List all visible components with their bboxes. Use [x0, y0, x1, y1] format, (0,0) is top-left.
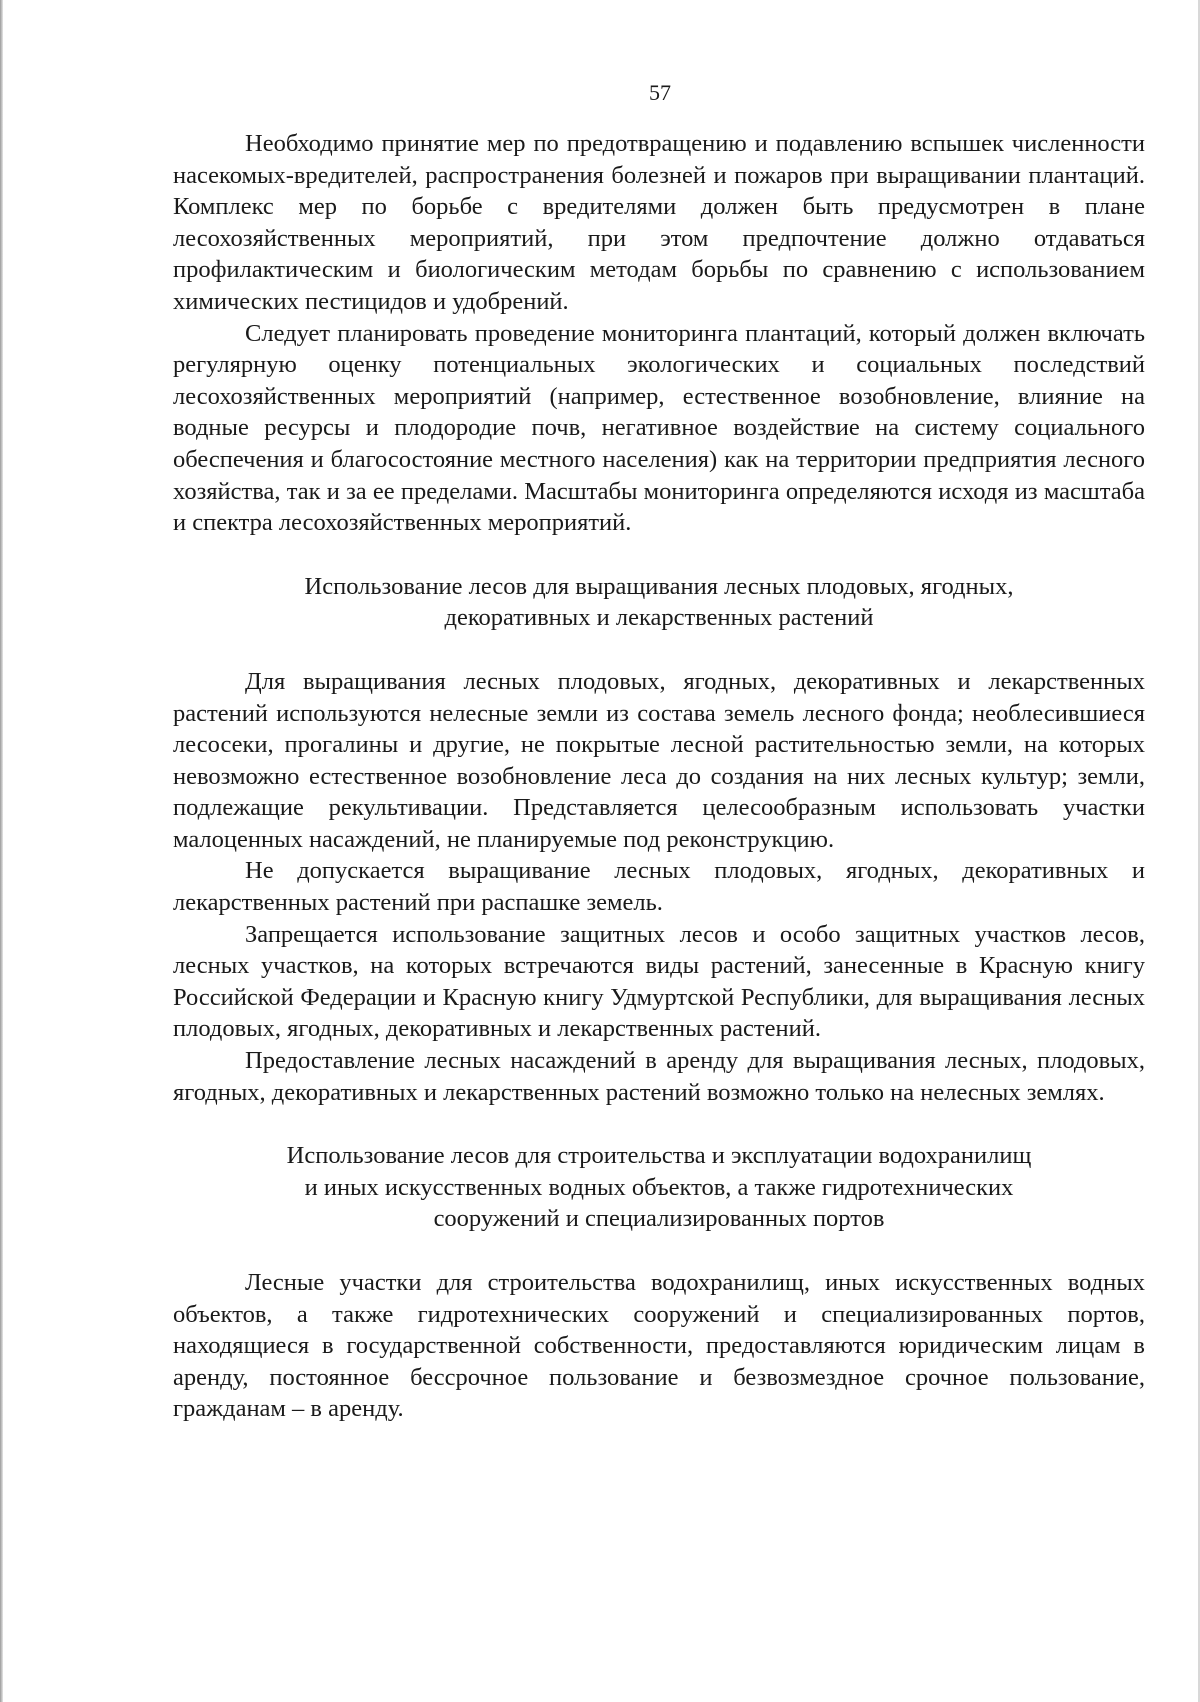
- paragraph-reservoir-plots: Лесные участки для строительства водохранилищ, иных искусственных водных объектов, а также гидротехнических сооружений и специализированных портов, находящиеся в государственной собственности, предоставляются юридическим лицам в аренду, постоянное бессрочное пользование и безвозмездное срочное пользование, гражданам – в аренду.: [173, 1269, 1145, 1423]
- paragraph-pest-control: Необходимо принятие мер по предотвращению и подавлению вспышек численности насекомых-вредителей, распространения болезней и пожаров при выращивании плантаций. Комплекс мер по борьбе с вредителями должен быть предусмотрен в плане лесохозяйственных мероприятий, при этом предпочтение должно отдаваться профилактическим и биологическим методам борьбы по сравнению с использованием химических пестицидов и удобрений.: [173, 130, 1145, 315]
- section-heading-line: Использование лесов для строительства и эксплуатации водохранилищ: [286, 1142, 1032, 1170]
- section-heading-reservoirs: [173, 1140, 1145, 1235]
- section-heading-fruit-berry: [173, 571, 1145, 634]
- section-heading-line: сооружений и специализированных портов: [433, 1205, 885, 1233]
- paragraph-plowing-prohibited: Не допускается выращивание лесных плодовых, ягодных, декоративных и лекарственных растений при распашке земель.: [173, 857, 1145, 917]
- paragraph-monitoring: Следует планировать проведение мониторинга плантаций, который должен включать регулярную оценку потенциальных экологических и социальных последствий лесохозяйственных мероприятий (например, естественное возобновление, влияние на водные ресурсы и плодородие почв, негативное воздействие на систему социального обеспечения и благосостояние местного населения) как на территории предприятия лесного хозяйства, так и за ее пределами. Масштабы мониторинга определяются исходя из масштаба и спектра лесохозяйственных мероприятий.: [173, 319, 1145, 537]
- paragraph-lands-used: Для выращивания лесных плодовых, ягодных, декоративных и лекарственных растений используются нелесные земли из состава земель лесного фонда; необлесившиеся лесосеки, прогалины и другие, не покрытые лесной растительностью земли, на которых невозможно естественное возобновление леса до создания на них лесных культур; земли, подлежащие рекультивации. Представляется целесообразным использовать участки малоценных насаждений, не планируемые под реконструкцию.: [173, 667, 1145, 853]
- scan-edge-left: [0, 0, 3, 1702]
- section-heading-line: Использование лесов для выращивания лесных плодовых, ягодных,: [304, 572, 1014, 600]
- document-body: [173, 128, 1145, 1425]
- section-heading-line: и иных искусственных водных объектов, а также гидротехнических: [304, 1173, 1014, 1201]
- page-number: 57: [649, 80, 671, 105]
- paragraph-lease: Предоставление лесных насаждений в аренду для выращивания лесных, плодовых, ягодных, декоративных и лекарственных растений возможно только на нелесных землях.: [173, 1047, 1145, 1106]
- paragraph-protective-forests: Запрещается использование защитных лесов и особо защитных участков лесов, лесных участков, на которых встречаются виды растений, занесенные в Красную книгу Российской Федерации и Красную книгу Удмуртской Республики, для выращивания лесных плодовых, ягодных, декоративных и лекарственных растений.: [173, 920, 1145, 1043]
- section-heading-line: декоративных и лекарственных растений: [444, 604, 874, 632]
